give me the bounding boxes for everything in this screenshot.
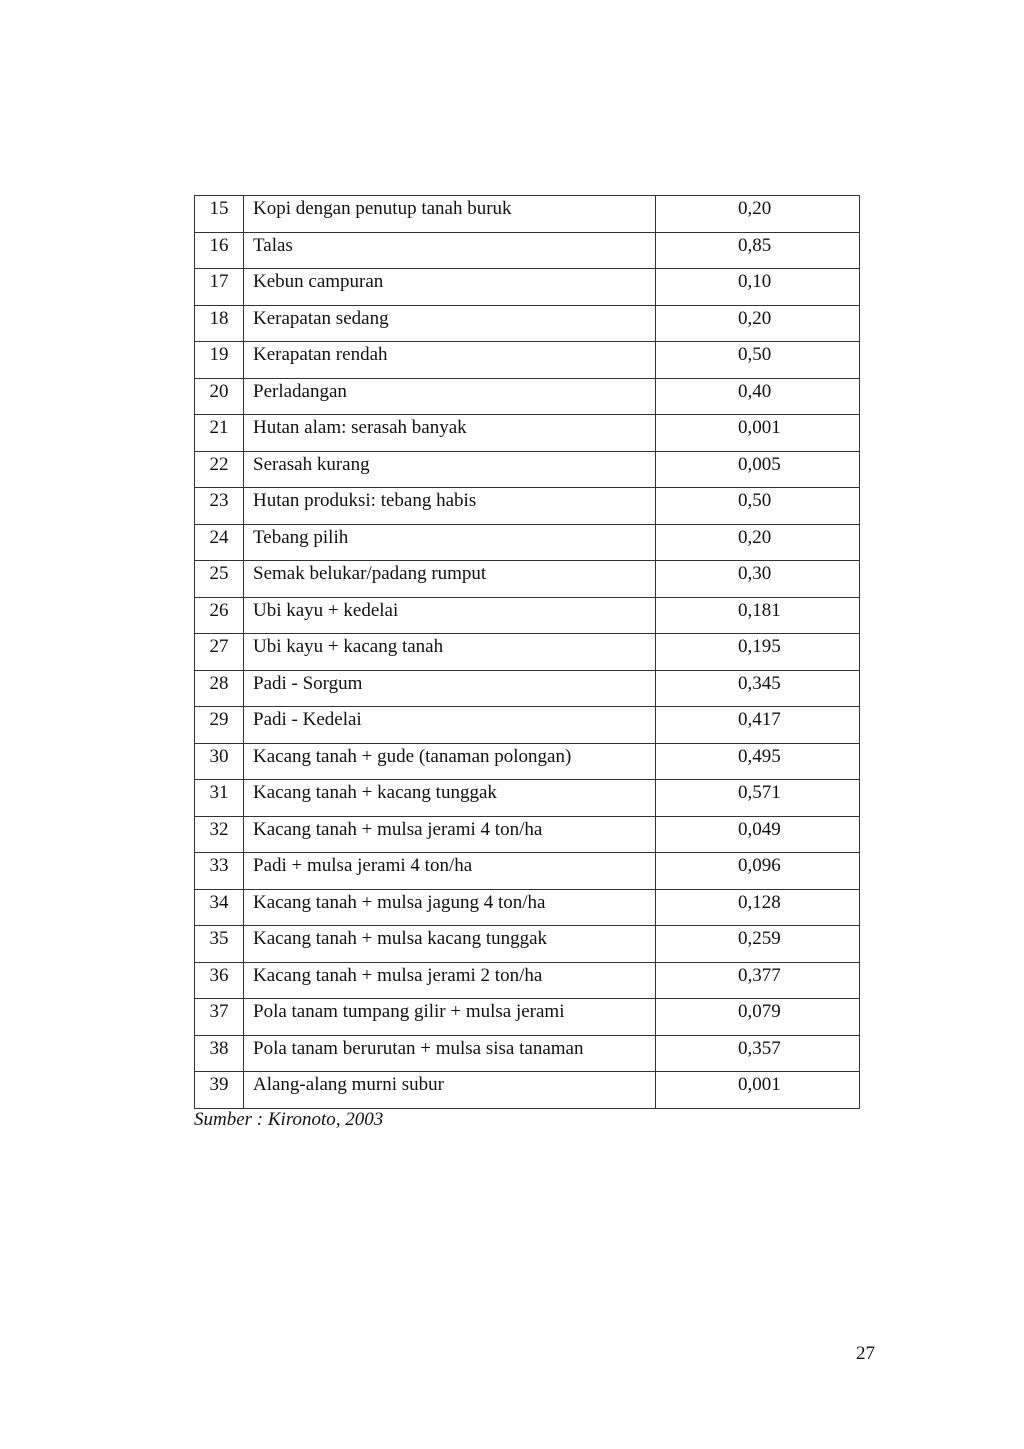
value-cell: 0,195 [656,634,860,671]
row-number-cell: 28 [195,670,244,707]
table-row [195,999,860,1036]
table-row [195,634,860,671]
table-row [195,926,860,963]
value-cell: 0,10 [656,269,860,306]
row-number-cell: 38 [195,1035,244,1072]
page-number: 27 [856,1343,875,1364]
land-use-cell: Talas [244,232,656,269]
row-number-cell: 37 [195,999,244,1036]
table-row [195,305,860,342]
table-row [195,597,860,634]
table-row [195,378,860,415]
row-number-cell: 22 [195,451,244,488]
table-row [195,232,860,269]
table-row [195,415,860,452]
land-use-cell: Hutan produksi: tebang habis [244,488,656,525]
value-cell: 0,049 [656,816,860,853]
row-number-cell: 17 [195,269,244,306]
table-row [195,1035,860,1072]
value-cell: 0,85 [656,232,860,269]
table-row [195,561,860,598]
value-cell: 0,40 [656,378,860,415]
table-row [195,488,860,525]
land-use-cell: Serasah kurang [244,451,656,488]
value-cell: 0,495 [656,743,860,780]
table-row [195,743,860,780]
value-cell: 0,005 [656,451,860,488]
row-number-cell: 31 [195,780,244,817]
row-number-cell: 32 [195,816,244,853]
value-cell: 0,001 [656,1072,860,1109]
land-use-cell: Kerapatan rendah [244,342,656,379]
land-use-cell: Padi - Kedelai [244,707,656,744]
row-number-cell: 39 [195,1072,244,1109]
land-use-cell: Alang-alang murni subur [244,1072,656,1109]
land-use-cell: Pola tanam berurutan + mulsa sisa tanaman [244,1035,656,1072]
value-cell: 0,20 [656,305,860,342]
row-number-cell: 29 [195,707,244,744]
land-use-cell: Padi + mulsa jerami 4 ton/ha [244,853,656,890]
table-source-note: Sumber : Kironoto, 2003 [194,1109,384,1130]
land-use-cell: Hutan alam: serasah banyak [244,415,656,452]
table-row [195,196,860,233]
row-number-cell: 15 [195,196,244,233]
row-number-cell: 35 [195,926,244,963]
row-number-cell: 34 [195,889,244,926]
value-cell: 0,377 [656,962,860,999]
land-use-cell: Kerapatan sedang [244,305,656,342]
value-cell: 0,128 [656,889,860,926]
row-number-cell: 33 [195,853,244,890]
value-cell: 0,50 [656,488,860,525]
row-number-cell: 30 [195,743,244,780]
land-use-cell: Kopi dengan penutup tanah buruk [244,196,656,233]
row-number-cell: 18 [195,305,244,342]
land-use-cell: Padi - Sorgum [244,670,656,707]
row-number-cell: 36 [195,962,244,999]
land-use-cell: Kacang tanah + mulsa jerami 2 ton/ha [244,962,656,999]
table-row [195,1072,860,1109]
row-number-cell: 25 [195,561,244,598]
land-use-cell: Ubi kayu + kedelai [244,597,656,634]
land-use-cell: Tebang pilih [244,524,656,561]
land-use-cell: Kacang tanah + gude (tanaman polongan) [244,743,656,780]
row-number-cell: 24 [195,524,244,561]
land-use-cell: Kacang tanah + kacang tunggak [244,780,656,817]
row-number-cell: 20 [195,378,244,415]
table-body [195,196,860,1109]
row-number-cell: 27 [195,634,244,671]
row-number-cell: 23 [195,488,244,525]
land-use-cell: Pola tanam tumpang gilir + mulsa jerami [244,999,656,1036]
table-row [195,269,860,306]
row-number-cell: 19 [195,342,244,379]
land-use-cell: Kebun campuran [244,269,656,306]
value-cell: 0,50 [656,342,860,379]
crop-factor-table [194,195,860,1109]
value-cell: 0,20 [656,524,860,561]
row-number-cell: 21 [195,415,244,452]
table-row [195,780,860,817]
table-row [195,889,860,926]
value-cell: 0,30 [656,561,860,598]
land-use-cell: Perladangan [244,378,656,415]
table-row [195,524,860,561]
land-use-cell: Semak belukar/padang rumput [244,561,656,598]
value-cell: 0,20 [656,196,860,233]
value-cell: 0,079 [656,999,860,1036]
table-row [195,451,860,488]
value-cell: 0,357 [656,1035,860,1072]
value-cell: 0,001 [656,415,860,452]
table-row [195,816,860,853]
value-cell: 0,345 [656,670,860,707]
value-cell: 0,181 [656,597,860,634]
value-cell: 0,259 [656,926,860,963]
value-cell: 0,571 [656,780,860,817]
table-row [195,707,860,744]
row-number-cell: 16 [195,232,244,269]
table-row [195,962,860,999]
land-use-cell: Ubi kayu + kacang tanah [244,634,656,671]
value-cell: 0,096 [656,853,860,890]
land-use-cell: Kacang tanah + mulsa jagung 4 ton/ha [244,889,656,926]
table-row [195,853,860,890]
table-row [195,670,860,707]
row-number-cell: 26 [195,597,244,634]
table-row [195,342,860,379]
land-use-cell: Kacang tanah + mulsa jerami 4 ton/ha [244,816,656,853]
land-use-cell: Kacang tanah + mulsa kacang tunggak [244,926,656,963]
value-cell: 0,417 [656,707,860,744]
